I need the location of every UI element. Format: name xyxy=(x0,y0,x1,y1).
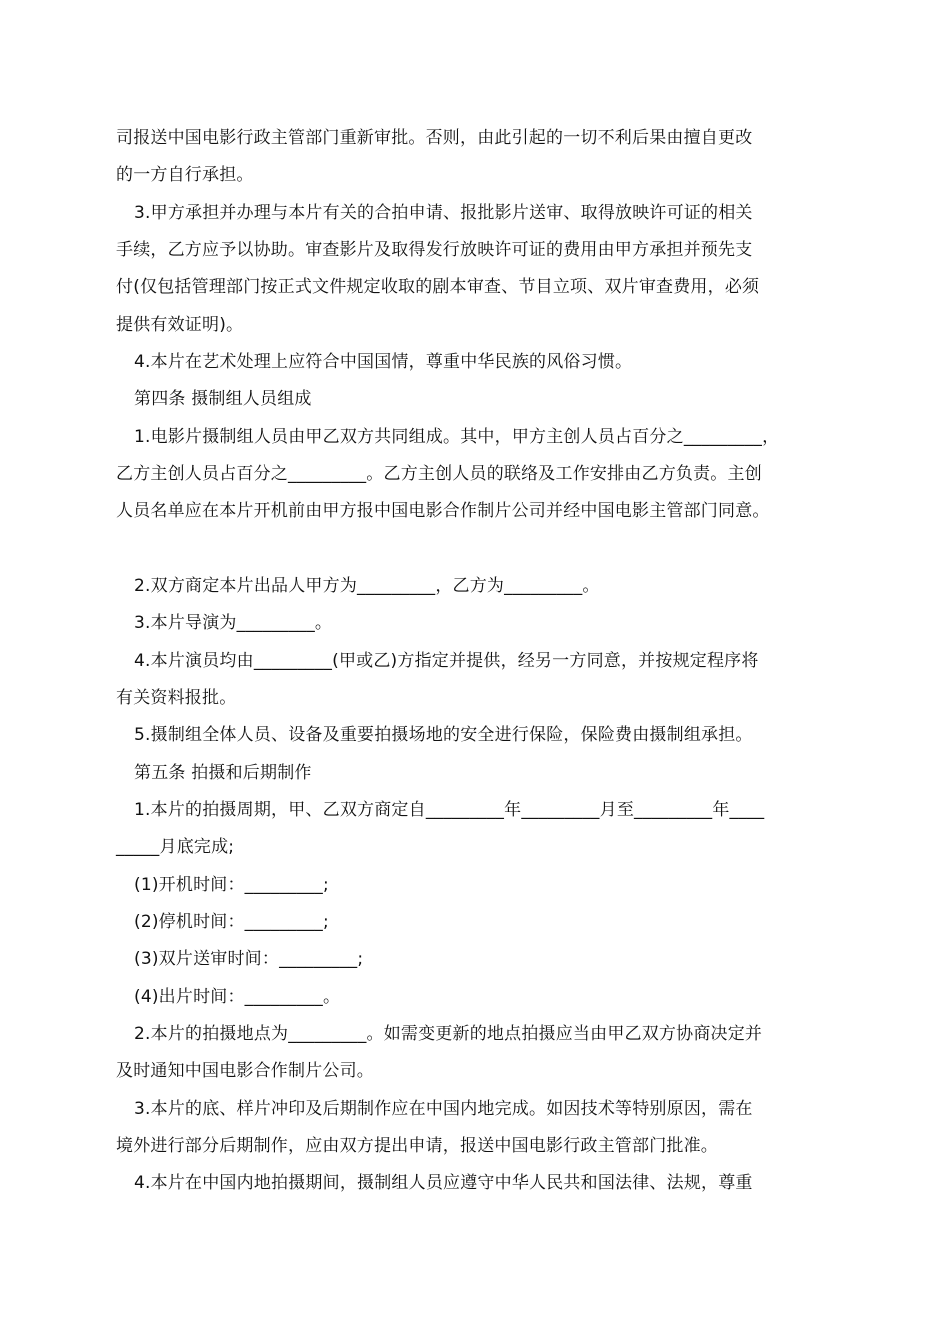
text-line: 4.本片在艺术处理上应符合中国国情，尊重中华民族的风俗习惯。 xyxy=(134,352,633,372)
text-line: 有关资料报批。 xyxy=(116,688,237,708)
text-line: 1.电影片摄制组人员由甲乙双方共同组成。其中，甲方主创人员占百分之_________， xyxy=(134,427,780,447)
section-heading: 第五条 拍摄和后期制作 xyxy=(134,763,312,783)
text-line: (1)开机时间：_________; xyxy=(134,875,329,895)
text-line: 1.本片的拍摄周期，甲、乙双方商定自_________年_________月至_________年____ xyxy=(134,800,765,820)
text-line: 4.本片在中国内地拍摄期间，摄制组人员应遵守中华人民共和国法律、法规，尊重 xyxy=(134,1173,753,1193)
text-line: 3.甲方承担并办理与本片有关的合拍申请、报批影片送审、取得放映许可证的相关 xyxy=(134,203,753,223)
text-line: (4)出片时间：_________。 xyxy=(134,987,341,1007)
text-line: 3.本片导演为_________。 xyxy=(134,613,333,633)
text-line: 及时通知中国电影合作制片公司。 xyxy=(116,1061,374,1081)
text-line: _____月底完成; xyxy=(116,837,235,857)
text-line: 付(仅包括管理部门按正式文件规定收取的剧本审查、节目立项、双片审查费用，必须 xyxy=(116,277,760,297)
text-line: 手续，乙方应予以协助。审查影片及取得发行放映许可证的费用由甲方承担并预先支 xyxy=(116,240,753,260)
text-line: (3)双片送审时间：_________; xyxy=(134,949,364,969)
text-line: 4.本片演员均由_________(甲或乙)方指定并提供，经另一方同意，并按规定程序将 xyxy=(134,651,759,671)
text-line: 2.双方商定本片出品人甲方为_________，乙方为_________。 xyxy=(134,576,600,596)
text-line: 5.摄制组全体人员、设备及重要拍摄场地的安全进行保险，保险费由摄制组承担。 xyxy=(134,725,753,745)
text-line: 人员名单应在本片开机前由甲方报中国电影合作制片公司并经中国电影主管部门同意。 xyxy=(116,501,770,521)
text-line: 司报送中国电影行政主管部门重新审批。否则，由此引起的一切不利后果由擅自更改 xyxy=(116,128,753,148)
text-line: 的一方自行承担。 xyxy=(116,165,254,185)
text-line: 3.本片的底、样片冲印及后期制作应在中国内地完成。如因技术等特别原因，需在 xyxy=(134,1099,753,1119)
section-heading: 第四条 摄制组人员组成 xyxy=(134,389,312,409)
text-line: 提供有效证明)。 xyxy=(116,315,244,335)
text-line: 乙方主创人员占百分之_________。乙方主创人员的联络及工作安排由乙方负责。主创 xyxy=(116,464,762,484)
text-line: (2)停机时间：_________; xyxy=(134,912,329,932)
text-line: 境外进行部分后期制作，应由双方提出申请，报送中国电影行政主管部门批准。 xyxy=(116,1136,718,1156)
text-line: 2.本片的拍摄地点为_________。如需变更新的地点拍摄应当由甲乙双方协商决定并 xyxy=(134,1024,763,1044)
